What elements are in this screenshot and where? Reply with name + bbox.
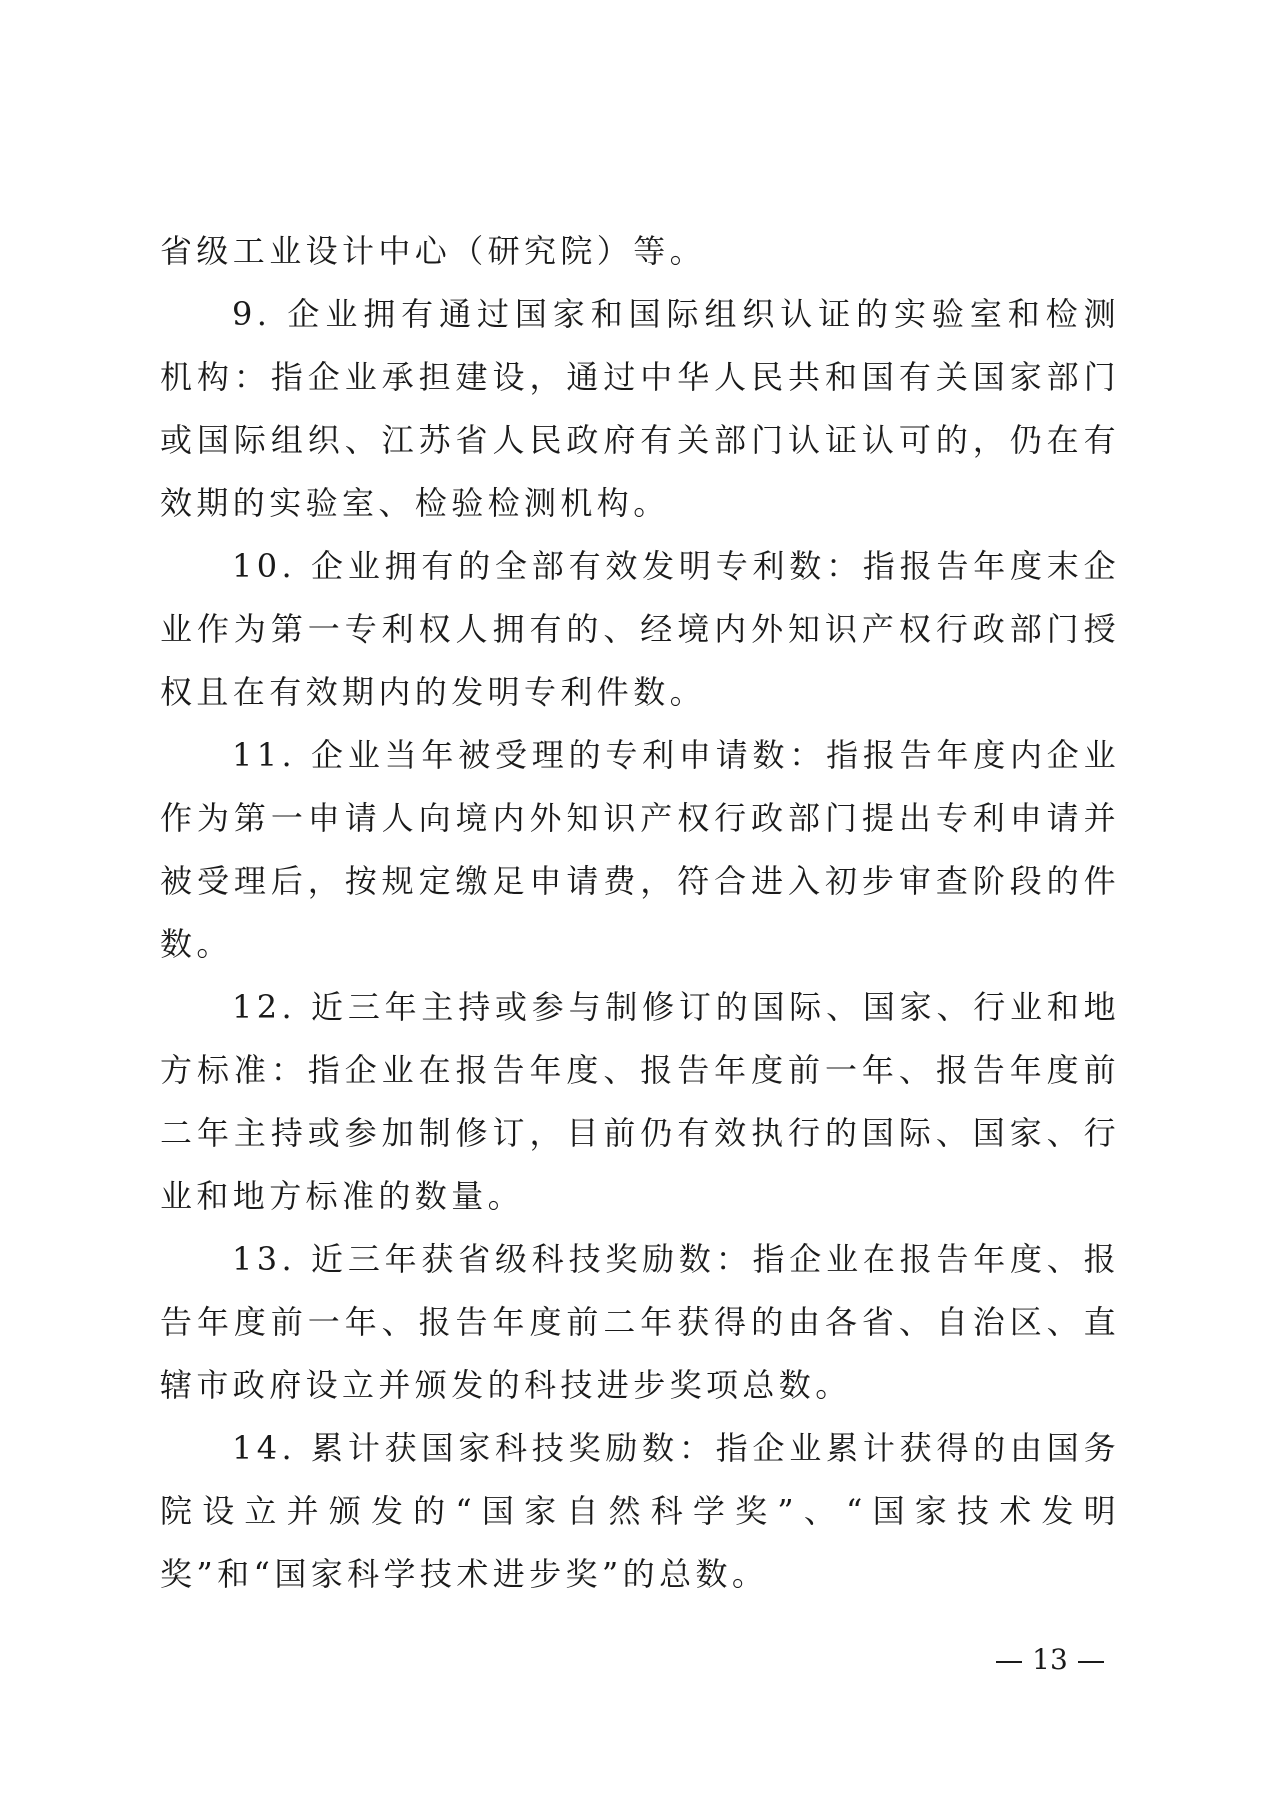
paragraph-item-11: 11. 企业当年被受理的专利申请数：指报告年度内企业作为第一申请人向境内外知识产权行政部门提出专利申请并被受理后，按规定缴足申请费，符合进入初步审查阶段的件数。 [160, 736, 1120, 963]
paragraph-item-10: 10. 企业拥有的全部有效发明专利数：指报告年度末企业作为第一专利权人拥有的、经境内外知识产权行政部门授权且在有效期内的发明专利件数。 [160, 547, 1120, 711]
page-number-value: 13 [1032, 1643, 1068, 1676]
paragraph-continuation: 省级工业设计中心（研究院）等。 [160, 232, 707, 270]
paragraph-item-9: 9. 企业拥有通过国家和国际组织认证的实验室和检测机构：指企业承担建设，通过中华人民共和国有关国家部门或国际组织、江苏省人民政府有关部门认证认可的，仍在有效期的实验室、检验检测机构。 [160, 295, 1120, 522]
page-number-left-dash [996, 1661, 1022, 1663]
paragraph-item-14: 14. 累计获国家科技奖励数：指企业累计获得的由国务院设立并颁发的“国家自然科学奖”、“国家技术发明奖”和“国家科学技术进步奖”的总数。 [160, 1429, 1120, 1593]
paragraph-item-13: 13. 近三年获省级科技奖励数：指企业在报告年度、报告年度前一年、报告年度前二年获得的由各省、自治区、直辖市政府设立并颁发的科技进步奖项总数。 [160, 1240, 1120, 1404]
paragraph-item-12: 12. 近三年主持或参与制修订的国际、国家、行业和地方标准：指企业在报告年度、报告年度前一年、报告年度前二年主持或参加制修订，目前仍有效执行的国际、国家、行业和地方标准的数量。 [160, 988, 1120, 1215]
document-body [160, 220, 1120, 1606]
page-number [980, 1640, 1120, 1680]
page-number-right-dash [1078, 1661, 1104, 1663]
